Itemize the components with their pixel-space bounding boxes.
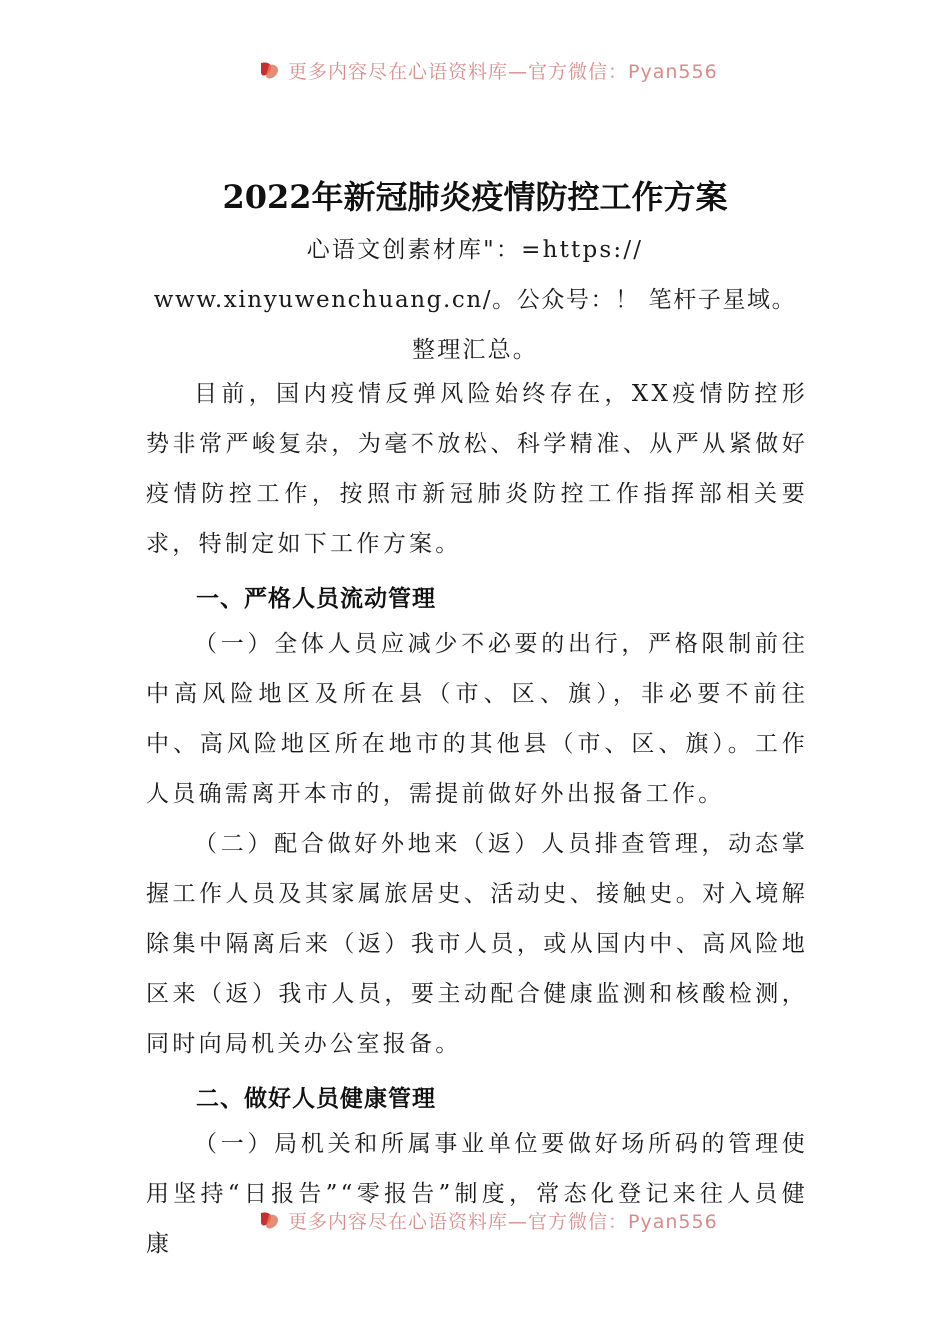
watermark-logo-icon: [258, 59, 282, 81]
document-title: 2022年新冠肺炎疫情防控工作方案: [222, 178, 728, 216]
section-1-paragraph-2: （二）配合做好外地来（返）人员排查管理，动态掌握工作人员及其家属旅居史、活动史、接触史。对入境解除集中隔离后来（返）我市人员，或从国内中、高风险地区来（返）我市人员，要主动配合健康监测和核酸检测，同时向局机关办公室报备。: [146, 831, 808, 1057]
watermark-logo-icon: [258, 1209, 282, 1231]
source-line-3: 整理汇总。: [412, 337, 538, 363]
watermark-text: 更多内容尽在心语资料库—官方微信：Pyan556: [288, 60, 718, 82]
section-1-heading: 一、严格人员流动管理: [196, 586, 436, 612]
watermark-text: 更多内容尽在心语资料库—官方微信：Pyan556: [288, 1210, 718, 1232]
source-line-2: www.xinyuwenchuang.cn/。公众号：！ 笔杆子星域。: [153, 287, 797, 313]
section-1-paragraph-1: （一）全体人员应减少不必要的出行，严格限制前往中高风险地区及所在县（市、区、旗），非必要不前往中、高风险地区所在地市的其他县（市、区、旗）。工作人员确需离开本市的，需提前做好外出报备工作。: [146, 631, 808, 807]
watermark-header: [258, 58, 718, 82]
section-2-paragraph-1: （一）局机关和所属事业单位要做好场所码的管理使用坚持“日报告”“零报告”制度，常态化登记来往人员健康: [146, 1131, 808, 1257]
watermark-footer: [258, 1208, 718, 1232]
intro-paragraph: 目前，国内疫情反弹风险始终存在，XX疫情防控形势非常严峻复杂，为毫不放松、科学精准、从严从紧做好疫情防控工作，按照市新冠肺炎防控工作指挥部相关要求，特制定如下工作方案。: [146, 381, 808, 557]
source-line-1: 心语文创素材库"：=https://: [306, 237, 644, 263]
section-2-heading: 二、做好人员健康管理: [196, 1086, 436, 1112]
